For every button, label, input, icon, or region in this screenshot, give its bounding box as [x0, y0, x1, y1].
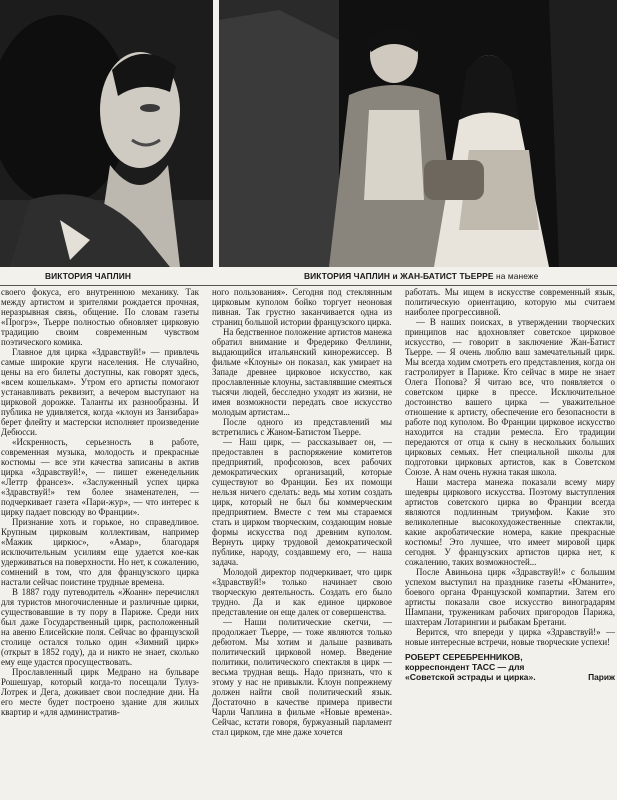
photo-caption-right [304, 271, 538, 281]
paragraph: ного пользования». Сегодня под стеклянным цирковым куполом бойко торгует неоновая пивная. Так грустно заканчивается одна из страниц большой истории французского цирка. [212, 287, 392, 327]
caption-right-main: ВИКТОРИЯ ЧАПЛИН и ЖАН-БАТИСТ ТЬЕРРЕ [304, 271, 494, 281]
paragraph: Наши мастера манежа показали всему миру шедевры циркового искусства. Поэтому выступления артистов советского цирка во Франции всегда являются подлинным триумфом. Какие это великолепные высокохудожественные спектакли, какие акробатические номера, какие прекрасные костюмы! Это лучшее, что имеет мировой цирк сегодня. У французских артистов цирка нет, к сожалению, таких возможностей... [405, 477, 615, 567]
caption-right-tail: на манеже [495, 271, 539, 281]
paragraph: На бедственное положение артистов манежа обратил внимание и Фредерико Феллини, выдающийся итальянский кинорежиссер. В фильме «Клоуны» он показал, как умирает на Западе древнее цирковое искусство, как прославленные клоуны, заставлявшие смеяться тысячи людей, бесследно уходят из жизни, не имея возможности передать свое искусство молодым артистам... [212, 327, 392, 417]
paragraph: Молодой директор подчеркивает, что цирк «Здравствуй!» только начинает свою творческую деятельность. Создать его было трудно. Да и как единое цирковое представление он еще далек от совершенства. [212, 567, 392, 617]
ring-scene-image [219, 0, 617, 267]
paragraph: своего фокуса, его внутреннюю механику. Так между артистом и зрителями рождается прочная, неразрывная связь, общение. По словам газеты «Прогрэ», Тьерре полностью обновляет цирковую традицию своим современным чувством поэтического комика. [1, 287, 199, 347]
photo-chaplin-and-thierree [219, 0, 617, 267]
paragraph: В 1887 году путеводитель «Жоанн» перечислял для туристов многочисленные и различные цирки, существовавшие в ту пору в Париже. Среди них был даже Государственный цирк, расположенный на авеню Елисейские поля. Сейчас во французской столице остался только один «Зимний цирк» (открыт в 1852 году), да и никто не знает, сколько ему еще удастся просуществовать. [1, 587, 199, 667]
paragraph: Главное для цирка «Здравствуй!» — привлечь самые широкие круги населения. Не случайно, цены на его билеты доступны, как говорят здесь, «всем кошелькам». Утром его артисты помогают устанавливать реквизит, а вечером выступают на цирковой дорожке. Таланты их разнообразны. И публика не удивляется, когда «клоун из Занзибара» берет флейту и мастерски исполняет произведение Дебюсси. [1, 347, 199, 437]
paragraph: Верится, что впереди у цирка «Здравствуй!» — новые интересные встречи, новые творческие успехи! [405, 627, 615, 647]
paragraph: — В наших поисках, в утверждении творческих принципов нас вдохновляет советское цирковое искусство, — говорит в заключение Жан-Батист Тьерре. — Я очень люблю ваш замечательный цирк. Мы всегда ходим смотреть его представления, когда он гастролирует в Париже. Кто сейчас в мире не знает Олега Попова? Я читаю все, что появляется о советском цирке в прессе. Исключительное достоинство вашего цирка — уважительное отношение к артисту, обеспечение его безопасности в работе под куполом. Во Франции цирковое искусство находится на стадии ремесла. Его традиции передаются от отца к сыну в нескольких больших цирковых семьях. Нет специальной школы для подготовки цирковых артистов, как в Советском Союзе. А нам очень нужна такая школа. [405, 317, 615, 477]
author-role: корреспондент ТАСС — для [405, 662, 525, 672]
photo-victoria-chaplin [0, 0, 213, 267]
paragraph: «Искренность, серьезность в работе, современная музыка, молодость и прекрасные костюмы — все эти качества записаны в актив цирка «Здравствуй!», — пишет еженедельник «Леттр франсез». «Заслуженный успех цирка «Здравствуй!» тем более знаменателен, — подчеркивает газета «Пари-жур», — что интерес к цирку падает повсюду во Франции». [1, 437, 199, 517]
portrait-image [0, 0, 213, 267]
author-name: РОБЕРТ СЕРЕБРЕННИКОВ, [405, 652, 523, 662]
paragraph: — Наш цирк, — рассказывает он, — предоставлен в распоряжение комитетов предприятий, профсоюзов, всех рабочих демократических организаций, которые существуют во Франции. Без их помощи нельзя ничего сделать: ведь мы хотим создать цирк, который не был бы коммерческим предприятием. Вместе с тем мы стараемся стать и цирком творческим, создающим новые формы искусства под древним куполом. Вернуть цирку трудовой демократической публике, народу, создавшему его, — наша задача. [212, 437, 392, 567]
paragraph: После Авиньона цирк «Здравствуй!» с большим успехом выступил на празднике газеты «Юманите», боевого органа Французской компартии. Затем его артисты показали свое искусство виноградарям Шампани, труженикам рабочих пригородов Парижа, шахтерам Лотарингии и рыбакам Бретани. [405, 567, 615, 627]
article-column-1 [1, 287, 199, 796]
article-column-3 [405, 287, 615, 796]
paragraph: После одного из представлений мы встретились с Жаном-Батистом Тьерре. [212, 417, 392, 437]
article-column-2 [212, 287, 392, 796]
author-publication: «Советской эстрады и цирка». [405, 672, 536, 682]
dateline-city: Париж [588, 672, 615, 682]
paragraph: — Наши политические скетчи, — продолжает Тьерре, — тоже являются только дебютом. Мы хотим и дальше развивать политический цирковой номер. Введение политики, политического спектакля в цирк — весьма трудная вещь. Надо признать, что к этому у нас не привыкли. Клоун попрежнему должен найти свой политический язык. Достаточно в качестве примера привести Чарли Чаплина в фильме «Новые времена». Сейчас, кстати говоря, буржуазный парламент стал цирком, где мне даже хочется [212, 617, 392, 737]
paragraph: Прославленный цирк Медрано на бульваре Рошешуар, который когда-то посещали Тулуз-Лотрек и Дега, доживает свои последние дни. На его месте будет построено здание для жилых квартир и «для административ- [1, 667, 199, 717]
caption-divider [0, 285, 617, 286]
paragraph: Признание хоть и горькое, но справедливое. Крупным цирковым коллективам, например «Мажик циркюс», «Амар», благодаря исключительным усилиям еще удается кое-как удерживаться на поверхности. Но нет, к сожалению, сомнений в том, что для французского цирка настали сейчас поистине трудные времена. [1, 517, 199, 587]
photo-caption-left: ВИКТОРИЯ ЧАПЛИН [45, 271, 132, 281]
paragraph: работать. Мы ищем в искусстве современный язык, политическую ориентацию, которую мы считаем наиболее прогрессивной. [405, 287, 615, 317]
